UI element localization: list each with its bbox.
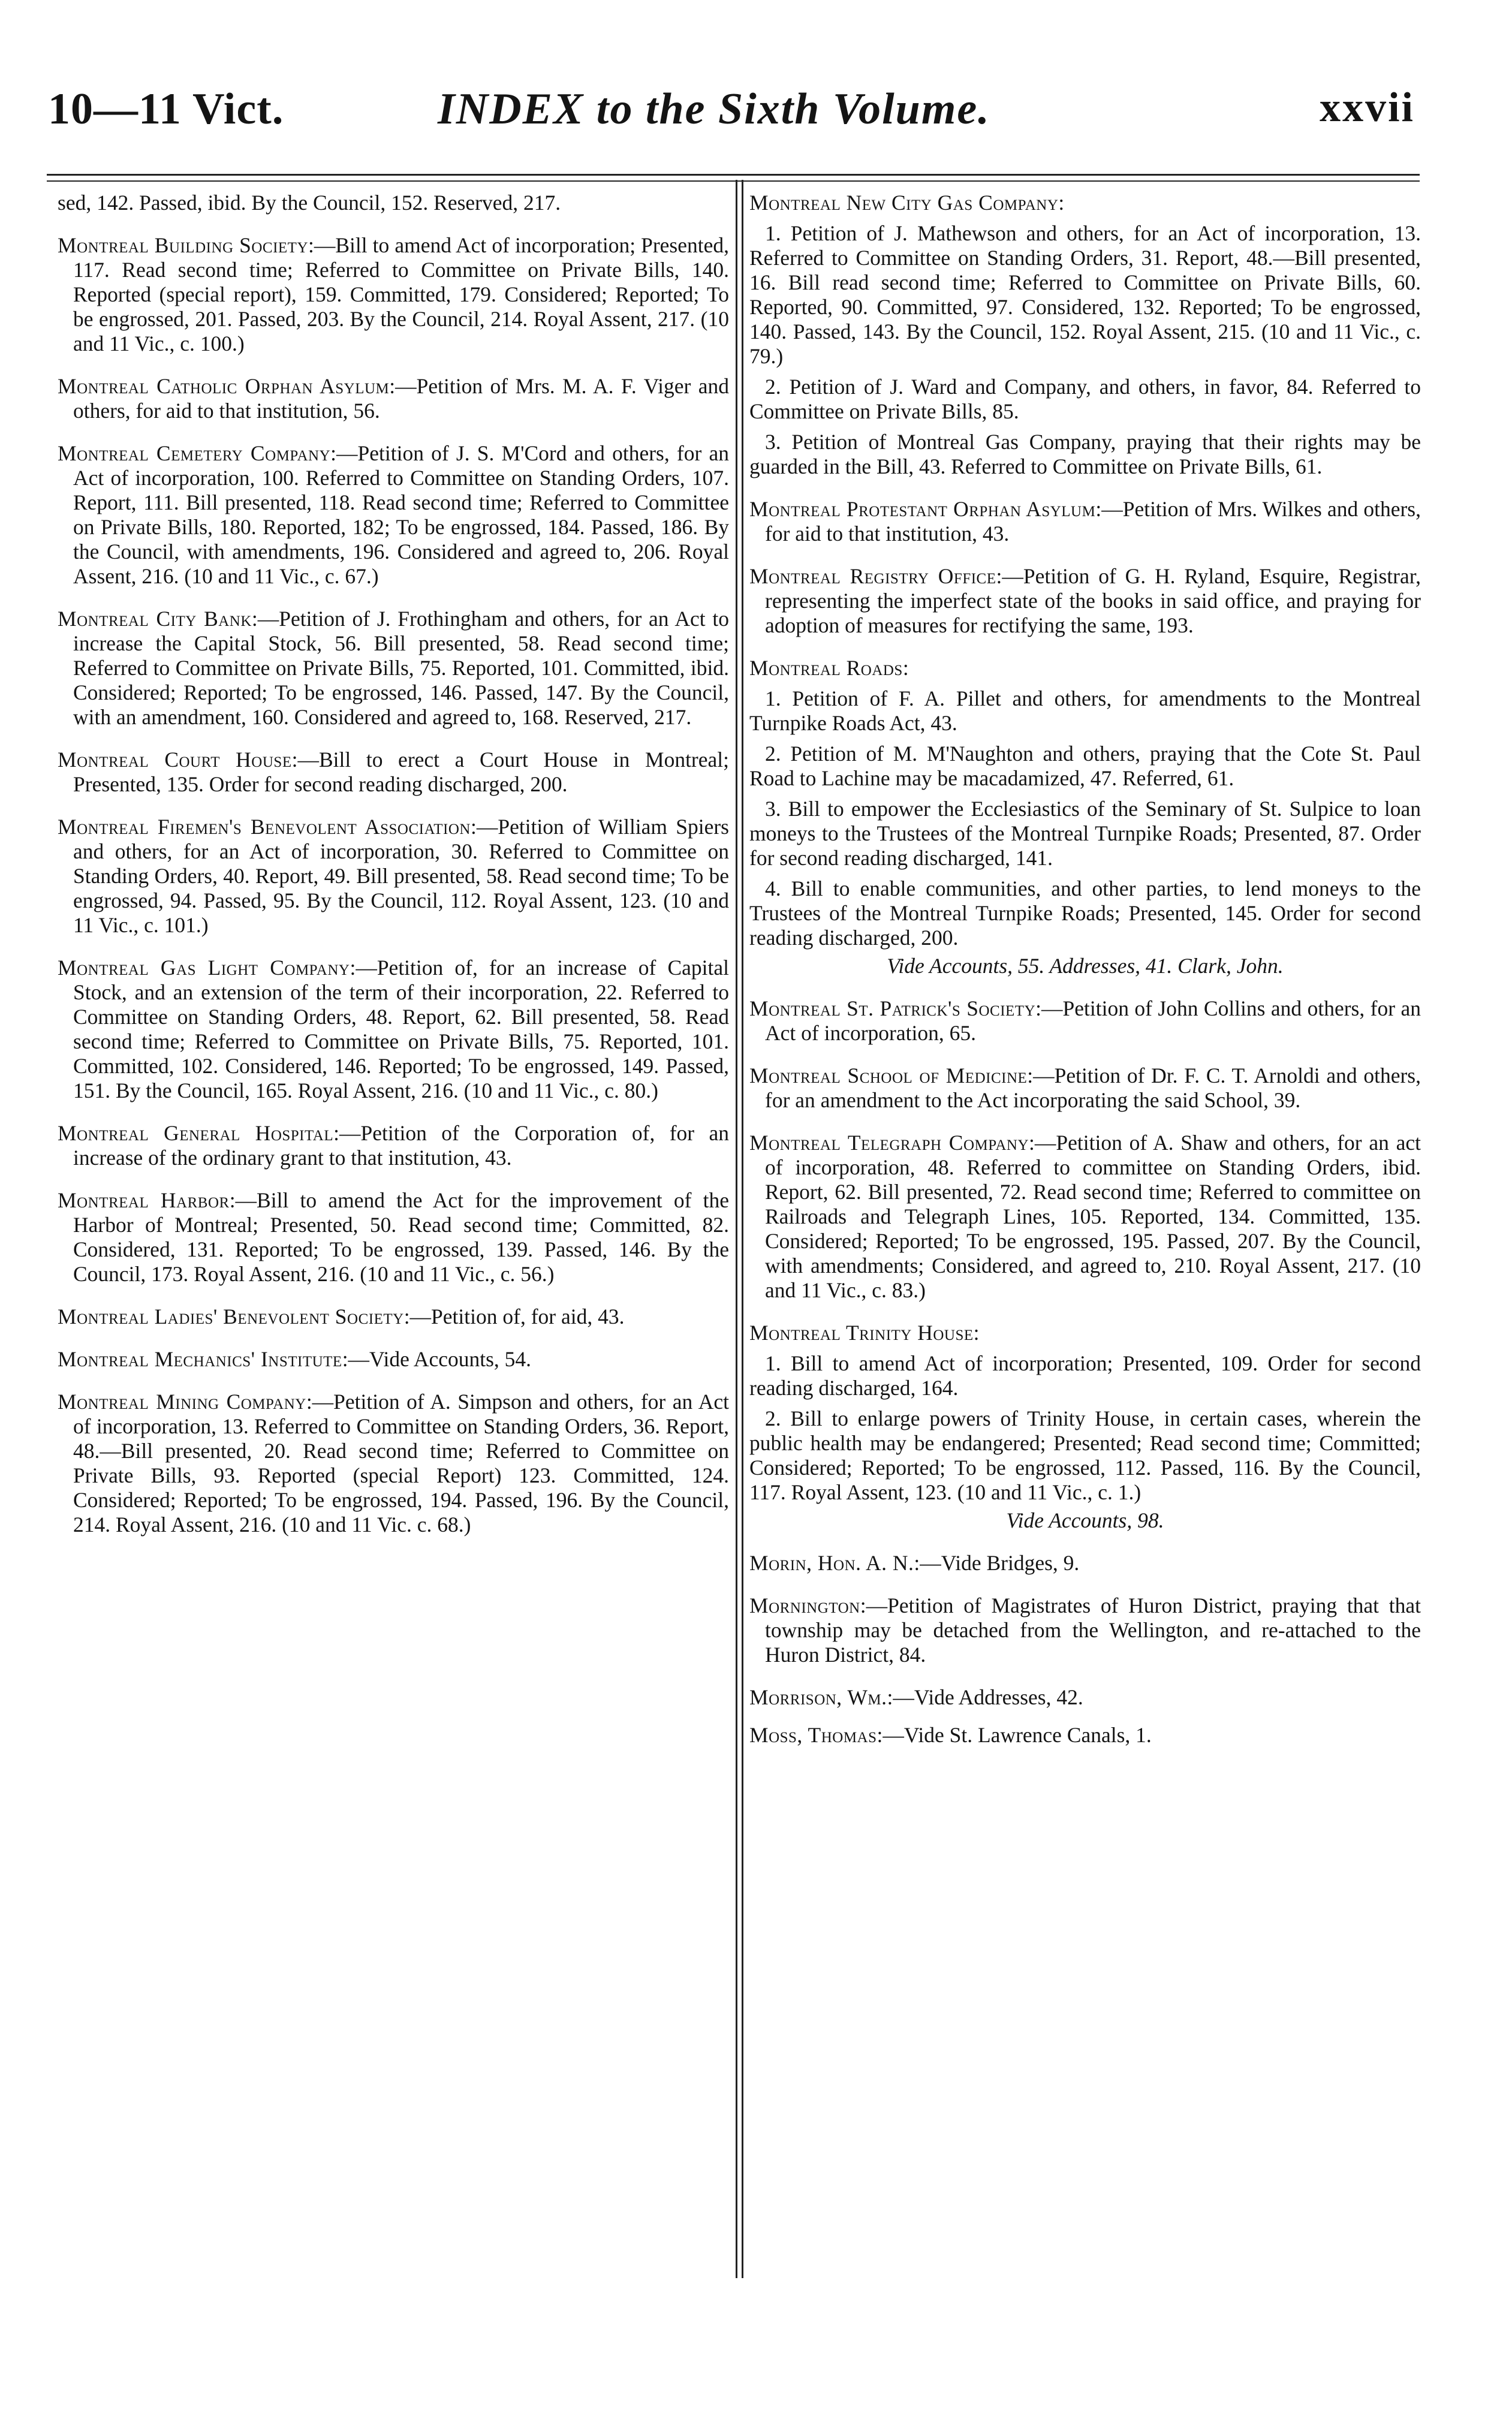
entry-heading: Montreal Building Society — [58, 233, 309, 257]
index-entry — [58, 956, 729, 1103]
entry-heading: Montreal Trinity House — [749, 1321, 974, 1345]
entry-subitem: 2. Petition of J. Ward and Company, and others, in favor, 84. Referred to Committee on Private Bills, 85. — [749, 375, 1421, 423]
entry-subitem: 2. Bill to enlarge powers of Trinity House, in certain cases, wherein the public health may be endangered; Presented; Read second time; Committed; Considered; Reported; To be engrossed, 112. Passed, 116. By the Council, 117. Royal Assent, 123. (10 and 11 Vic., c. 1.) — [749, 1406, 1421, 1504]
index-entry — [749, 1685, 1421, 1710]
index-entry — [749, 1131, 1421, 1303]
entry-heading: Montreal General Hospital — [58, 1121, 334, 1145]
entry-text: :—Petition of Mrs. Wilkes and others, for aid to that institution, 43. — [765, 497, 1421, 546]
entry-heading: Moss, Thomas — [749, 1723, 877, 1747]
index-entry — [749, 1723, 1421, 1748]
entry-heading: Montreal Ladies' Benevolent Society — [58, 1305, 404, 1329]
entry-heading: Montreal St. Patrick's Society — [749, 996, 1036, 1020]
entry-heading: Montreal Protestant Orphan Asylum — [749, 497, 1096, 521]
index-entry — [749, 1551, 1421, 1576]
index-entry — [58, 1188, 729, 1287]
index-entry: Montreal Roads: 1. Petition of F. A. Pillet and others, for amendments to the Montreal Turnpike Roads Act, 43. 2. Petition of M. M'Naughton and others, praying that the Cote St. Paul Road to Lachine may be macadamized, 47. Referred, 61. 3. Bill to empower the Ecclesiastics of the Seminary of St. Sulpice to loan moneys to the Trustees of the Montreal Turnpike Roads; Presented, 87. Order for second reading discharged, 141. 4. Bill to enable communities, and other parties, to lend moneys to the Trustees of the Montreal Turnpike Roads; Presented, 145. Order for second reading discharged, 200. Vide Accounts, 55. Addresses, 41. Clark, John. — [749, 656, 1421, 978]
entry-heading: Montreal Mechanics' Institute — [58, 1347, 342, 1371]
entry-subitem: 2. Petition of M. M'Naughton and others, praying that the Cote St. Paul Road to Lachine may be macadamized, 47. Referred, 61. — [749, 742, 1421, 790]
header-page-number: xxvii — [1320, 85, 1415, 131]
index-entry — [58, 748, 729, 797]
entry-subitem: 3. Bill to empower the Ecclesiastics of the Seminary of St. Sulpice to loan moneys to the Trustees of the Montreal Turnpike Roads; Presented, 87. Order for second reading discharged, 141. — [749, 797, 1421, 870]
entry-text: :—Petition of Magistrates of Huron District, praying that that township may be detached from the Wellington, and re-attached to the Huron District, 84. — [765, 1593, 1421, 1667]
index-entry — [58, 233, 729, 356]
entry-heading: Montreal Registry Office — [749, 564, 996, 588]
entry-text: :—Petition of the Corporation of, for an increase of the ordinary grant to that institution, 43. — [73, 1121, 729, 1170]
entry-text: :—Vide Accounts, 54. — [342, 1347, 532, 1371]
entry-text: :—Petition of G. H. Ryland, Esquire, Registrar, representing the imperfect state of the books in said office, and praying for adoption of measures for rectifying the same, 193. — [765, 564, 1421, 637]
index-entry — [749, 564, 1421, 638]
header-rule — [47, 174, 1420, 182]
index-entry — [58, 1305, 729, 1329]
entry-text: :—Bill to amend Act of incorporation; Presented, 117. Read second time; Referred to Committee on Private Bills, 140. Reported (special report), 159. Committed, 179. Considered; Reported; To be engrossed, 201. Passed, 203. By the Council, 214. Royal Assent, 217. (10 and 11 Vic., c. 100.) — [73, 233, 729, 356]
index-entry — [749, 497, 1421, 546]
entry-text: :—Petition of J. Frothingham and others, for an Act to increase the Capital Stock, 56. Bill presented, 58. Read second time; Referred to Committee on Private Bills, 75. Reported, 101. Committed, ibid. Considered; Reported; To be engrossed, 146. Passed, 147. By the Council, with an amendment, 160. Considered and agreed to, 168. Reserved, 217. — [73, 607, 729, 729]
entry-heading: Montreal Mining Company — [58, 1390, 306, 1414]
index-entry: Montreal New City Gas Company: 1. Petition of J. Mathewson and others, for an Act of incorporation, 13. Referred to Committee on Standing Orders, 31. Report, 48.—Bill presented, 16. Bill read second time; Referred to Committee on Private Bills, 60. Reported, 90. Committed, 97. Considered, 132. Reported; To be engrossed, 140. Passed, 143. By the Council, 152. Royal Assent, 215. (10 and 11 Vic., c. 79.) 2. Petition of J. Ward and Company, and others, in favor, 84. Referred to Committee on Private Bills, 85. 3. Petition of Montreal Gas Company, praying that their rights may be guarded in the Bill, 43. Referred to Committee on Private Bills, 61. — [749, 191, 1421, 478]
entry-text: :—Petition of William Spiers and others, for an Act of incorporation, 30. Referred to Committee on Standing Orders, 40. Report, 49. Bill presented, 58. Read second time; To be engrossed, 94. Passed, 95. By the Council, 112. Royal Assent, 123. (10 and 11 Vic., c. 101.) — [73, 815, 729, 937]
entry-heading: Montreal New City Gas Company — [749, 191, 1059, 215]
entry-subitem: 1. Bill to amend Act of incorporation; Presented, 109. Order for second reading discharged, 164. — [749, 1351, 1421, 1400]
index-entry — [58, 1390, 729, 1537]
entry-subitem: 3. Petition of Montreal Gas Company, praying that their rights may be guarded in the Bill, 43. Referred to Committee on Private Bills, 61. — [749, 430, 1421, 478]
entry-text: sed, 142. Passed, ibid. By the Council, 152. Reserved, 217. — [58, 191, 561, 215]
index-entry — [58, 191, 729, 215]
page-header — [48, 78, 1415, 156]
index-entry — [749, 996, 1421, 1046]
entry-heading: Montreal Gas Light Company — [58, 956, 350, 980]
entry-heading: Morin, Hon. A. N. — [749, 1551, 914, 1575]
entry-text: :—Bill to erect a Court House in Montreal; Presented, 135. Order for second reading discharged, 200. — [73, 748, 729, 796]
entry-heading: Montreal Court House — [58, 748, 292, 772]
index-entry: Montreal Trinity House: 1. Bill to amend Act of incorporation; Presented, 109. Order for second reading discharged, 164. 2. Bill to enlarge powers of Trinity House, in certain cases, wherein the public health may be endangered; Presented; Read second time; Committed; Considered; Reported; To be engrossed, 112. Passed, 116. By the Council, 117. Royal Assent, 123. (10 and 11 Vic., c. 1.) Vide Accounts, 98. — [749, 1321, 1421, 1532]
entry-heading: Montreal City Bank — [58, 607, 252, 631]
header-volume-years: 10—11 Vict. — [48, 85, 284, 134]
entry-text: :—Vide Addresses, 42. — [887, 1685, 1083, 1709]
right-column — [749, 191, 1421, 1761]
entry-cross-reference: Vide Accounts, 98. — [1006, 1508, 1164, 1532]
left-column — [58, 191, 729, 1555]
entry-text: :—Petition of J. S. M'Cord and others, for an Act of incorporation, 100. Referred to Committee on Standing Orders, 107. Report, 111. Bill presented, 118. Read second time; Referred to Committee on Private Bills, 180. Reported, 182; To be engrossed, 184. Passed, 186. By the Council, with amendments, 196. Considered and agreed to, 206. Royal Assent, 216. (10 and 11 Vic., c. 67.) — [73, 441, 729, 588]
index-entry — [749, 1064, 1421, 1113]
entry-heading: Montreal Roads — [749, 656, 903, 680]
entry-subitem: 1. Petition of F. A. Pillet and others, for amendments to the Montreal Turnpike Roads Act, 43. — [749, 686, 1421, 735]
index-entry — [58, 374, 729, 423]
entry-text: :—Petition of Dr. F. C. T. Arnoldi and others, for an amendment to the Act incorporating the said School, 39. — [765, 1064, 1421, 1112]
column-divider — [742, 180, 743, 2278]
entry-subitem: 1. Petition of J. Mathewson and others, for an Act of incorporation, 13. Referred to Committee on Standing Orders, 31. Report, 48.—Bill presented, 16. Bill read second time; Referred to Committee on Private Bills, 60. Reported, 90. Committed, 97. Considered, 132. Reported; To be engrossed, 140. Passed, 143. By the Council, 152. Royal Assent, 215. (10 and 11 Vic., c. 79.) — [749, 221, 1421, 368]
entry-text: :—Vide Bridges, 9. — [914, 1551, 1080, 1575]
entry-heading: Morrison, Wm. — [749, 1685, 887, 1709]
entry-heading: Mornington — [749, 1593, 860, 1617]
entry-text: :—Petition of, for aid, 43. — [403, 1305, 625, 1329]
index-entry — [58, 1347, 729, 1372]
index-entry — [58, 1121, 729, 1170]
header-title: INDEX to the Sixth Volume. — [438, 85, 990, 134]
entry-text: :—Petition of John Collins and others, for an Act of incorporation, 65. — [765, 996, 1421, 1045]
entry-text: :—Petition of A. Simpson and others, for an Act of incorporation, 13. Referred to Committee on Standing Orders, 36. Report, 48.—Bill presented, 20. Read second time; Referred to Committee on Private Bills, 93. Reported (special Report) 123. Committed, 124. Considered; Reported; To be engrossed, 194. Passed, 196. By the Council, 214. Royal Assent, 216. (10 and 11 Vic. c. 68.) — [73, 1390, 730, 1537]
entry-text: :—Petition of, for an increase of Capital Stock, and an extension of the term of their incorporation, 22. Referred to Committee on Standing Orders, 48. Report, 62. Bill presented, 58. Read second time; Referred to Committee on Private Bills, 75. Reported, 101. Committed, 102. Considered, 146. Reported; To be engrossed, 149. Passed, 151. By the Council, 165. Royal Assent, 216. (10 and 11 Vic., c. 80.) — [73, 956, 730, 1102]
index-entry — [58, 607, 729, 730]
entry-text: :—Bill to amend the Act for the improvement of the Harbor of Montreal; Presented, 50. Read second time; Committed, 82. Considered, 131. Reported; To be engrossed, 139. Passed, 146. By the Council, 173. Royal Assent, 216. (10 and 11 Vic., c. 56.) — [73, 1188, 729, 1286]
entry-text: :—Petition of Mrs. M. A. F. Viger and others, for aid to that institution, 56. — [73, 374, 729, 423]
entry-text: :—Vide St. Lawrence Canals, 1. — [877, 1723, 1152, 1747]
index-entry — [749, 1593, 1421, 1667]
entry-heading: Montreal Catholic Orphan Asylum — [58, 374, 390, 398]
index-entry — [58, 815, 729, 938]
entry-cross-reference: Vide Accounts, 55. Addresses, 41. Clark, John. — [887, 954, 1284, 978]
column-divider — [736, 180, 737, 2278]
index-entry — [58, 441, 729, 589]
entry-subitem: 4. Bill to enable communities, and other parties, to lend moneys to the Trustees of the Montreal Turnpike Roads; Presented, 145. Order for second reading discharged, 200. — [749, 876, 1421, 950]
entry-heading: Montreal Harbor — [58, 1188, 230, 1212]
entry-heading: Montreal Telegraph Company — [749, 1131, 1029, 1155]
entry-heading: Montreal School of Medicine — [749, 1064, 1028, 1088]
entry-heading: Montreal Firemen's Benevolent Association — [58, 815, 471, 839]
entry-text: :—Petition of A. Shaw and others, for an act of incorporation, 48. Referred to committee on Standing Orders, ibid. Report, 62. Bill presented, 72. Read second time; Referred to committee on Railroads and Telegraph Lines, 105. Reported, 134. Committed, 135. Considered; Reported; To be engrossed, 195. Passed, 207. By the Council, with amendments; Considered, and agreed to, 210. Royal Assent, 217. (10 and 11 Vic., c. 83.) — [765, 1131, 1421, 1302]
entry-heading: Montreal Cemetery Company — [58, 441, 331, 465]
